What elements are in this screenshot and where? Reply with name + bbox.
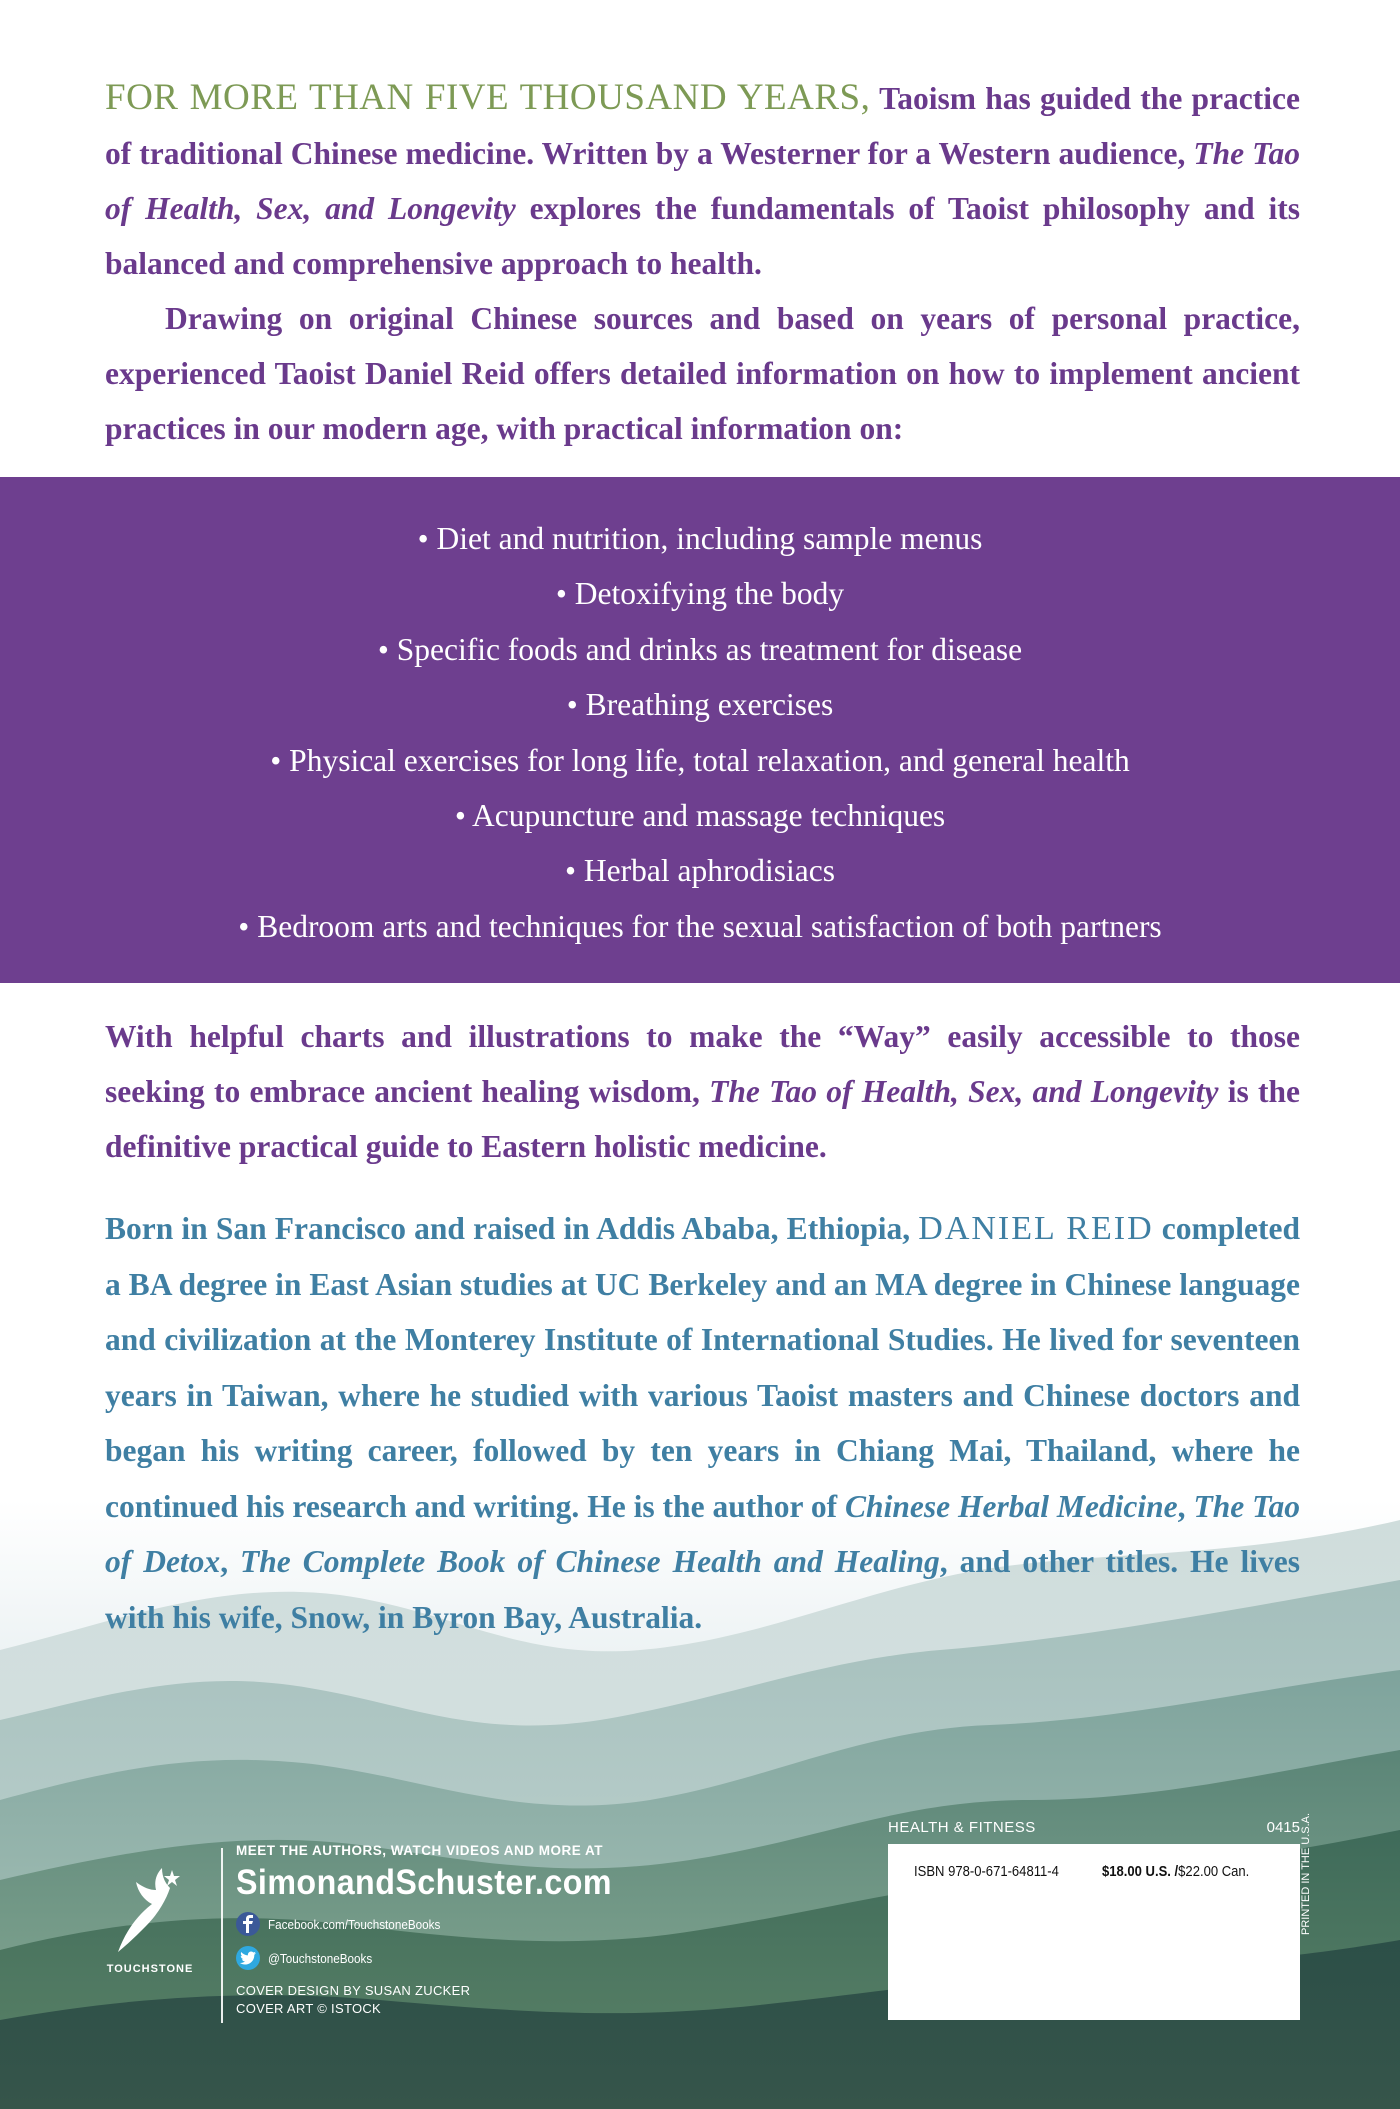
cover-art-credit: COVER ART © ISTOCK — [236, 2001, 382, 2016]
closing-text-b: is the definitive practical guide to Eastern holistic medicine. — [105, 1074, 1301, 1164]
other-title: The Complete Book of Chinese Health and Healing — [240, 1544, 940, 1579]
list-item: • Breathing exercises — [566, 687, 834, 723]
list-item: • Bedroom arts and techniques for the sexual satisfaction of both partners — [238, 908, 1162, 944]
publisher-info — [236, 1842, 636, 2018]
price-separator: / — [1170, 1864, 1179, 1880]
cover-credits — [236, 1982, 636, 2018]
twitter-icon — [236, 1946, 260, 1970]
topics-band — [0, 477, 1400, 983]
category-label: HEALTH & FITNESS — [888, 1819, 1036, 1836]
separator: , — [1177, 1488, 1194, 1524]
list-item: • Acupuncture and massage techniques — [454, 798, 946, 834]
facebook-row[interactable] — [236, 1910, 636, 1938]
book-title: The Tao of Health, Sex, and Longevity — [105, 136, 1300, 226]
intro-paragraph-1 — [105, 70, 1300, 291]
facebook-icon — [236, 1912, 260, 1936]
topics-list — [0, 511, 1400, 954]
other-title: The Tao of Detox — [105, 1488, 1301, 1579]
intro-text-a: Taoism has guided the practice of traditional Chinese medicine. Written by a Westerner for a Western audience, — [105, 81, 1300, 171]
book-title: The Tao of Health, Sex, and Longevity — [709, 1074, 1219, 1109]
divider — [221, 1848, 223, 2023]
twitter-handle[interactable]: @TouchstoneBooks — [268, 1950, 373, 1966]
author-name: DANIEL REID — [918, 1210, 1154, 1247]
bio-text-a: Born in San Francisco and raised in Addis Ababa, Ethiopia, — [105, 1211, 919, 1246]
intro-text — [105, 70, 1300, 456]
list-item: • Detoxifying the body — [555, 576, 845, 612]
bio-text-b: completed a BA degree in East Asian studies at UC Berkeley and an MA degree in Chinese language and civilization at the Monterey Institute of International Studies. He lived for seventeen years in Taiwan, where he studied with various Taoist masters and Chinese doctors and began his writing career, followed by ten years in Chiang Mai, Thailand, where he continued his research and writing. He is the author of — [105, 1211, 1300, 1524]
closing-text-a: With helpful charts and illustrations to make the “Way” easily accessible to those seeking to embrace ancient healing wisdom, — [105, 1019, 1300, 1109]
price-can: $22.00 Can. — [1178, 1864, 1250, 1880]
facebook-link[interactable]: Facebook.com/TouchstoneBooks — [268, 1916, 441, 1932]
author-bio — [105, 1201, 1300, 1645]
barcode-box — [888, 1844, 1300, 2020]
separator: , — [220, 1544, 241, 1579]
other-title: Chinese Herbal Medicine — [845, 1488, 1178, 1524]
closing-paragraph — [105, 1009, 1300, 1174]
intro-paragraph-2: Drawing on original Chinese sources and based on years of personal practice, experienced Taoist Daniel Reid offers detailed information on how to implement ancient practices in our modern age, with practical information on: — [105, 301, 1300, 446]
list-item: • Diet and nutrition, including sample menus — [417, 521, 983, 556]
price-us: $18.00 U.S. — [1102, 1864, 1171, 1880]
meet-authors-text: MEET THE AUTHORS, WATCH VIDEOS AND MORE AT — [236, 1843, 603, 1858]
twitter-row[interactable] — [236, 1944, 636, 1972]
list-item: • Herbal aphrodisiacs — [565, 853, 835, 889]
printed-in-label: PRINTED IN THE U.S.A. — [1300, 1812, 1312, 1935]
list-item: • Specific foods and drinks as treatment for disease — [377, 631, 1023, 667]
intro-text-b: explores the fundamentals of Taoist philosophy and its balanced and comprehensive approach to health. — [105, 191, 1300, 281]
price-text — [1102, 1864, 1249, 1880]
lead-heading: FOR MORE THAN FIVE THOUSAND YEARS, — [105, 77, 871, 118]
list-item: • Physical exercises for long life, total relaxation, and general health — [270, 742, 1130, 778]
cover-design-credit: COVER DESIGN BY SUSAN ZUCKER — [236, 1983, 471, 1998]
touchstone-logo-icon — [108, 1860, 184, 1960]
publisher-website-link[interactable]: SimonandSchuster.com — [236, 1863, 613, 1902]
publisher-logo-name: TOUCHSTONE — [106, 1963, 194, 1975]
catalog-code: 0415 — [1266, 1819, 1300, 1836]
bio-text-c: , and other titles. He lives with his wife, Snow, in Byron Bay, Australia. — [105, 1544, 1300, 1635]
isbn-text: ISBN 978-0-671-64811-4 — [914, 1864, 1059, 1880]
